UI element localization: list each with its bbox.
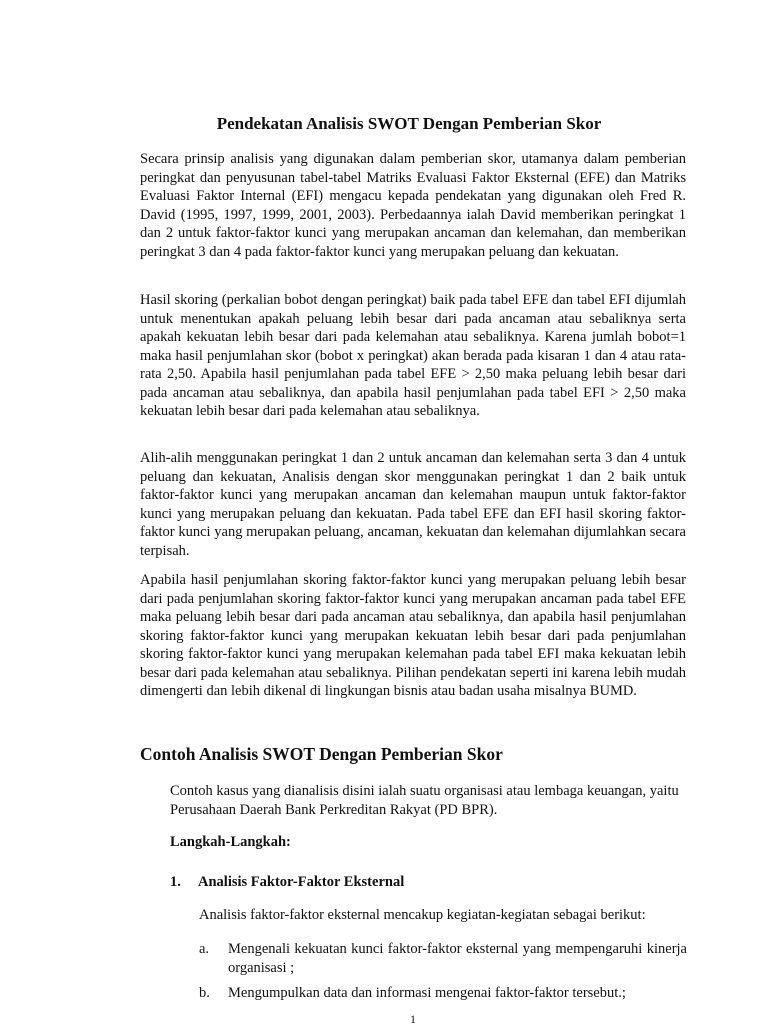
- document-title: Pendekatan Analisis SWOT Dengan Pemberian Skor: [216, 114, 602, 133]
- list-item-letter: a.: [199, 941, 210, 957]
- list-item: [199, 940, 687, 977]
- list-item-letter: b.: [199, 985, 210, 1001]
- intro-paragraph: Contoh kasus yang dianalisis disini ialah suatu organisasi atau lembaga keuangan, yaitu Perusahaan Daerah Bank Perkreditan Rakyat (PD BPR).: [170, 783, 679, 818]
- step-number: 1.: [170, 874, 181, 890]
- list-item: [199, 984, 687, 1003]
- paragraph-1: Secara prinsip analisis yang digunakan dalam pemberian skor, utamanya dalam pemberian peringkat dan penyusunan tabel-tabel Matriks Evaluasi Faktor Eksternal (EFE) dan Matriks Evaluasi Faktor Internal (EFI) mengacu kepada pendekatan yang digunakan oleh Fred R. David (1995, 1997, 1999, 2001, 2003). Perbedaannya ialah David memberikan peringkat 1 dan 2 untuk faktor-faktor kunci yang merupakan ancaman dan kelemahan, dan memberikan peringkat 3 dan 4 pada faktor-faktor kunci yang merupakan peluang dan kekuatan.: [140, 151, 686, 260]
- paragraph-3: Alih-alih menggunakan peringkat 1 dan 2 untuk ancaman dan kelemahan serta 3 dan 4 untuk peluang dan kekuatan, Analisis dengan skor menggunakan peringkat 1 dan 2 baik untuk faktor-faktor kunci yang merupakan ancaman dan kelemahan maupun untuk faktor-faktor kunci yang merupakan peluang dan kekuatan. Pada tabel EFE dan EFI hasil skoring faktor-faktor kunci yang merupakan peluang, ancaman, kekuatan dan kelemahan dijumlahkan secara terpisah.: [140, 450, 686, 559]
- step-description: Analisis faktor-faktor eksternal mencakup kegiatan-kegiatan sebagai berikut:: [199, 907, 646, 923]
- list-item-text: Mengenali kekuatan kunci faktor-faktor eksternal yang mempengaruhi kinerja organisasi ;: [228, 941, 687, 976]
- step-heading: [170, 874, 404, 891]
- step-title: Analisis Faktor-Faktor Eksternal: [198, 874, 405, 890]
- section-title: Contoh Analisis SWOT Dengan Pemberian Skor: [140, 744, 503, 764]
- page-number: 1: [410, 1012, 416, 1026]
- paragraph-4: Apabila hasil penjumlahan skoring faktor-faktor kunci yang merupakan peluang lebih besar dari pada penjumlahan skoring faktor-faktor kunci yang merupakan ancaman pada tabel EFE maka peluang lebih besar dari pada ancaman atau sebaliknya, dan apabila hasil penjumlahan skoring faktor-faktor kunci yang merupakan kekuatan lebih besar dari pada penjumlahan skoring faktor-faktor kunci yang merupakan kelemahan pada tabel EFI maka kekuatan lebih besar dari pada kelemahan atau sebaliknya. Pilihan pendekatan seperti ini karena lebih mudah dimengerti dan lebih dikenal di lingkungan bisnis atau badan usaha misalnya BUMD.: [140, 572, 686, 699]
- steps-label: Langkah-Langkah:: [170, 834, 291, 850]
- list-item-text: Mengumpulkan data dan informasi mengenai faktor-faktor tersebut.;: [228, 985, 626, 1001]
- paragraph-2: Hasil skoring (perkalian bobot dengan peringkat) baik pada tabel EFE dan tabel EFI dijumlah untuk menentukan apakah peluang lebih besar dari pada ancaman atau sebaliknya serta apakah kekuatan lebih besar dari pada kelemahan atau sebaliknya. Karena jumlah bobot=1 maka hasil penjumlahan skor (bobot x peringkat) akan berada pada kisaran 1 dan 4 atau rata-rata 2,50. Apabila hasil penjumlahan pada tabel EFE > 2,50 maka peluang lebih besar dari pada ancaman atau sebaliknya, dan apabila hasil penjumlahan pada tabel EFI > 2,50 maka kekuatan lebih besar dari pada kelemahan atau sebaliknya.: [140, 292, 686, 419]
